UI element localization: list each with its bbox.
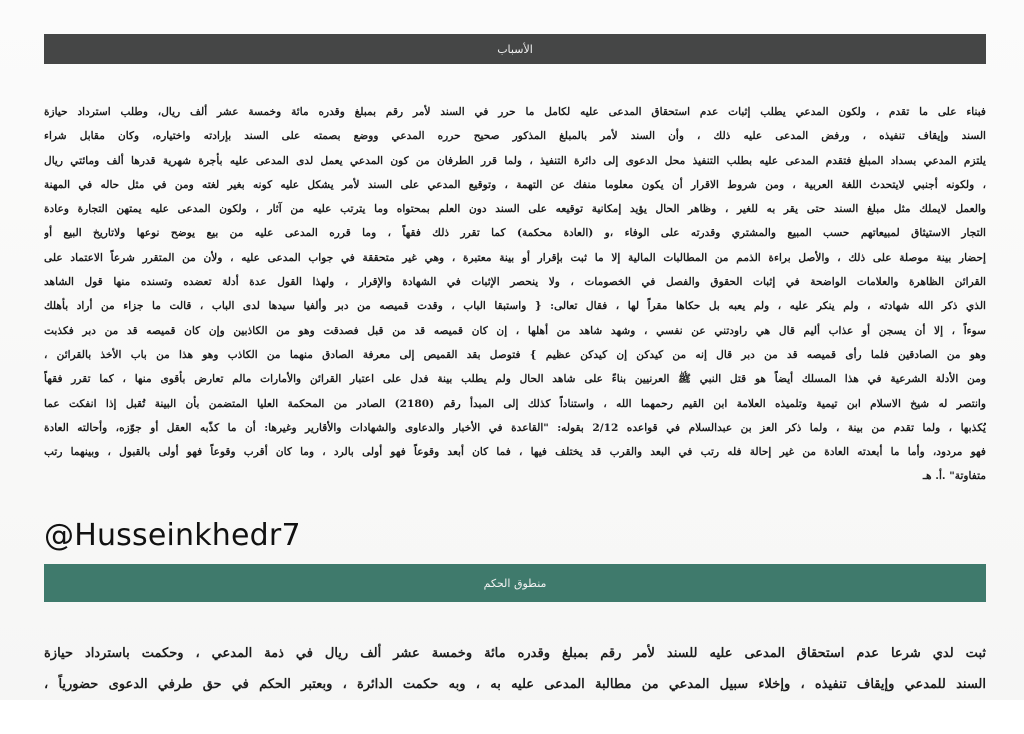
reasons-line: فهو مردود، وأما ما أبعدته العادة من غير إحالة فله رتب في البعد والقرب قد يختلف فيها ، فما كان أبعد وقوعاً فهو أولى بالرد ، وما كان أقرب وقوعاً فهو أولى بالقبول ، وبينهما رتب xyxy=(44,446,986,459)
reasons-line: سوءاً ، إلا أن يسجن أو عذاب أليم قال هي راودتني عن نفسي ، وشهد شاهد من أهلها ، إن كان قميصه قد من قبل فصدقت وهو من الكاذبين وإن كان قميصه قد من دبر فكذبت xyxy=(44,324,986,337)
reasons-line: ومن الأدلة الشرعية في هذا المسلك أيضاً هو قتل النبي ﷺ العرنيين بناءً على شاهد الحال ولم يطلب بينة فدل على اعتبار القرائن والأمارات مالم تعارض بأقوى منها ، كما تقرر فقهاً xyxy=(44,373,986,386)
watermark-handle: @Husseinkhedr7 xyxy=(44,518,301,553)
reasons-line-last: متفاوتة" .أ. هـ xyxy=(922,470,986,483)
ruling-body xyxy=(44,638,986,700)
reasons-line: والعمل لايملك مثل مبلغ السند حتى يقر به للغير ، وظاهر الحال يؤيد إمكانية توقيعه على السند دون العلم بمحتواه وما يترتب عليه من آثار ، ولكون المدعى عليه يمتهن التجارة وعادة xyxy=(44,203,986,216)
ruling-section-header xyxy=(44,564,986,602)
reasons-line: التجار الاستيثاق لمبيعاتهم حسب المبيع والمشتري وقدرته على الوفاء ،و (العادة محكمة) كما تقرر ذلك فقهاً ، وما قرره المدعى عليه من بيع يوضح نوعها ولاتاريخ البيع أو xyxy=(44,227,986,240)
ruling-line: ثبت لدي شرعا عدم استحقاق المدعى عليه للسند لأمر رقم بمبلغ وقدره مائة وخمسة عشر ألف ريال في ذمة المدعي ، وحكمت باسترداد حيازة xyxy=(44,646,986,661)
reasons-line: يلتزم المدعي بسداد المبلغ فتقدم المدعى عليه بطلب التنفيذ محل الدعوى إلى دائرة التنفيذ ، ولما قرر الطرفان من كون المدعي يعمل لدى المدعى عليه بأجرة شهرية قدرها ألف ومائتي ريال xyxy=(44,154,986,167)
reasons-section-title: الأسباب xyxy=(497,42,533,56)
reasons-line: وانتصر له شيخ الاسلام ابن تيمية وتلميذه العلامة ابن القيم رحمهما الله ، واستناداً كذلك إلى المبدأ رقم (2180) الصادر من المحكمة العليا المتضمن بأن البينة تُقبل إذا انفكت عما xyxy=(44,397,986,410)
reasons-line: الذي ذكر الله شهادته ، ولم ينكر عليه ، ولم يعبه بل حكاها مقراً لها ، فقال تعالى: { واستبقا الباب ، وقدت قميصه من دبر وألفيا سيدها لدى الباب ، قالت ما جزاء من أراد بأهلك xyxy=(44,300,986,313)
reasons-line: فبناء على ما تقدم ، ولكون المدعي يطلب إثبات عدم استحقاق المدعى عليه لكامل ما حرر في السند لأمر رقم بمبلغ وقدره مائة وخمسة عشر ألف ريال، وطلب استرداد حيازة xyxy=(44,106,986,118)
reasons-line: وهو من الصادقين فلما رأى قميصه قد من دبر قال إنه من كيدكن إن كيدكن عظيم } فتوصل بقد القميص إلى معرفة الصادق منهما من الكاذب وهو هذا من باب الأخذ بالقرائن ، xyxy=(44,348,986,361)
reasons-line: إحضار بينة موصلة على ذلك ، والأصل براءة الذمم من المطالبات المالية إلا ما ثبت بإقرار أو بينة معتبرة ، وهي غير متحققة في جواب المدعى عليه ، ولأن من المتقرر شرعاً الاعتماد على xyxy=(44,251,986,264)
ruling-section-title: منطوق الحكم xyxy=(483,576,547,590)
reasons-body xyxy=(44,100,986,489)
reasons-line: السند وإيقاف تنفيذه ، ورفض المدعى عليه ذلك ، وأن السند لأمر بالمبلغ المذكور صحيح حرره المدعي ووضع بصمته على السند بإرادته واختياره، وكان مقابل شراء xyxy=(44,130,986,143)
reasons-line: يُكذبها ، ولما تقدم من بينة ، ولما ذكر العز بن عبدالسلام في قواعده 2/12 بقوله: "القاعدة في الأخبار والدعاوى والشهادات والأقارير وغيرها: أن ما كذّبه العقل أو جوّزه، وأحالته العادة xyxy=(44,421,986,434)
page-bottom-margin xyxy=(0,700,1024,734)
ruling-line: السند للمدعي وإيقاف تنفيذه ، وإخلاء سبيل المدعي من مطالبة المدعى عليه به ، وبه حكمت الدائرة ، وبعتبر الحكم في حق طرفي الدعوى حضورياً ، xyxy=(44,677,986,692)
reasons-line: ، ولكونه أجنبي لايتحدث اللغة العربية ، ومن شروط الاقرار أن يكون معلوما منفك عن التهمة ، وتوقيع المدعي على السند لأمر يشكل عليه كونه بغير لغته ومن في مثل حاله في المهنة xyxy=(44,178,986,191)
reasons-line: القرائن الظاهرة والعلامات الواضحة في إثبات الحقوق والفصل في الخصومات ، ولا ينحصر الإثبات في الشهادة والإقرار ، ولهذا القول عدة أدلة تعضده وتسنده منها قول الشاهد xyxy=(44,276,986,289)
reasons-section-header xyxy=(44,34,986,64)
